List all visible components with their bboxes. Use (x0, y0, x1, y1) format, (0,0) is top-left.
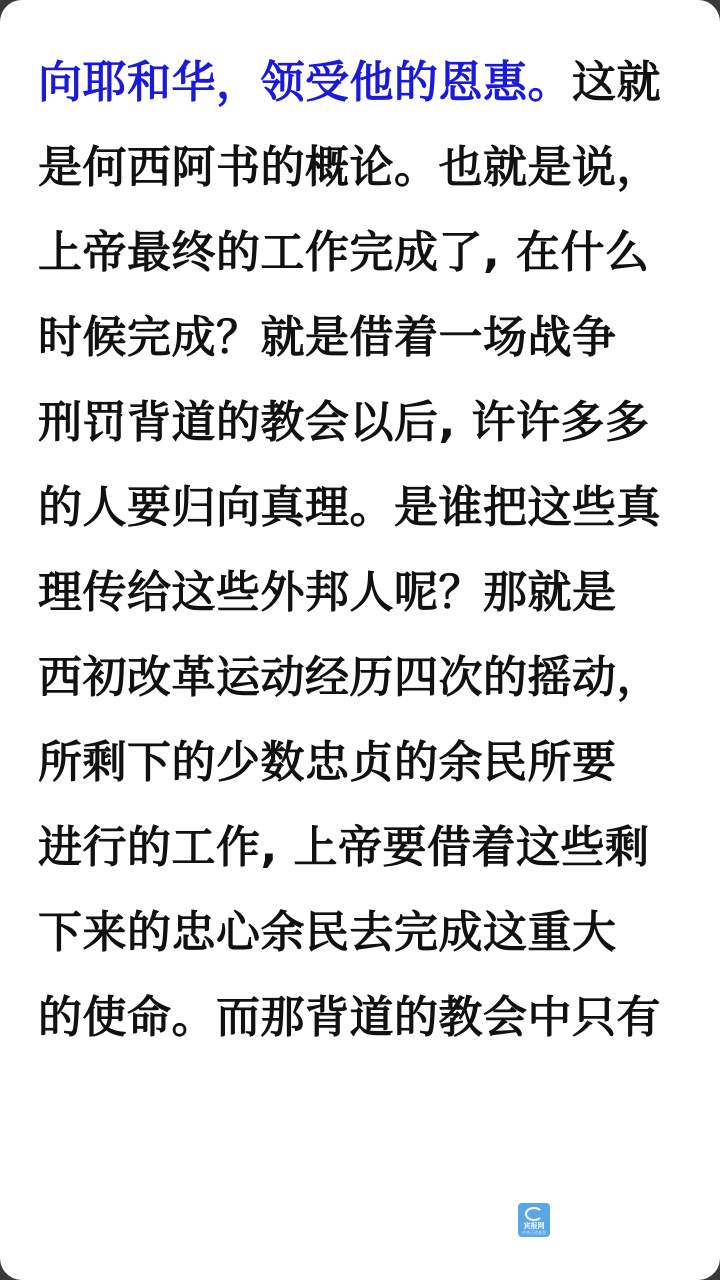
article-line-1-rest: 这就 (572, 57, 661, 108)
watermark-name: 宾报网 (523, 1222, 545, 1230)
article-line: 进行的工作, 上帝要借着这些剩 (38, 822, 650, 873)
article-line: 是何西阿书的概论。也就是说， (38, 142, 661, 193)
article-line: 时候完成？就是借着一场战争 (38, 312, 617, 363)
article-body (38, 40, 686, 1060)
article-line: 下来的忠心余民去完成这重大 (38, 907, 617, 958)
logo-swirl-icon (525, 1207, 543, 1221)
watermark-subtitle: 中华正道基督 (522, 1230, 546, 1235)
article-line: 理传给这些外邦人呢？那就是 (38, 567, 617, 618)
article-line-1 (38, 40, 686, 125)
article-line: 的使命。而那背道的教会中只有 (38, 992, 661, 1043)
article-line: 所剩下的少数忠贞的余民所要 (38, 737, 617, 788)
article-line: 西初改革运动经历四次的摇动， (38, 652, 661, 703)
site-logo-watermark (518, 1203, 550, 1237)
article-line: 上帝最终的工作完成了, 在什么 (38, 227, 650, 278)
article-line: 刑罚背道的教会以后, 许许多多 (38, 397, 650, 448)
highlighted-text: 向耶和华，领受他的恩惠。 (38, 57, 572, 108)
article-line: 的人要归向真理。是谁把这些真 (38, 482, 661, 533)
